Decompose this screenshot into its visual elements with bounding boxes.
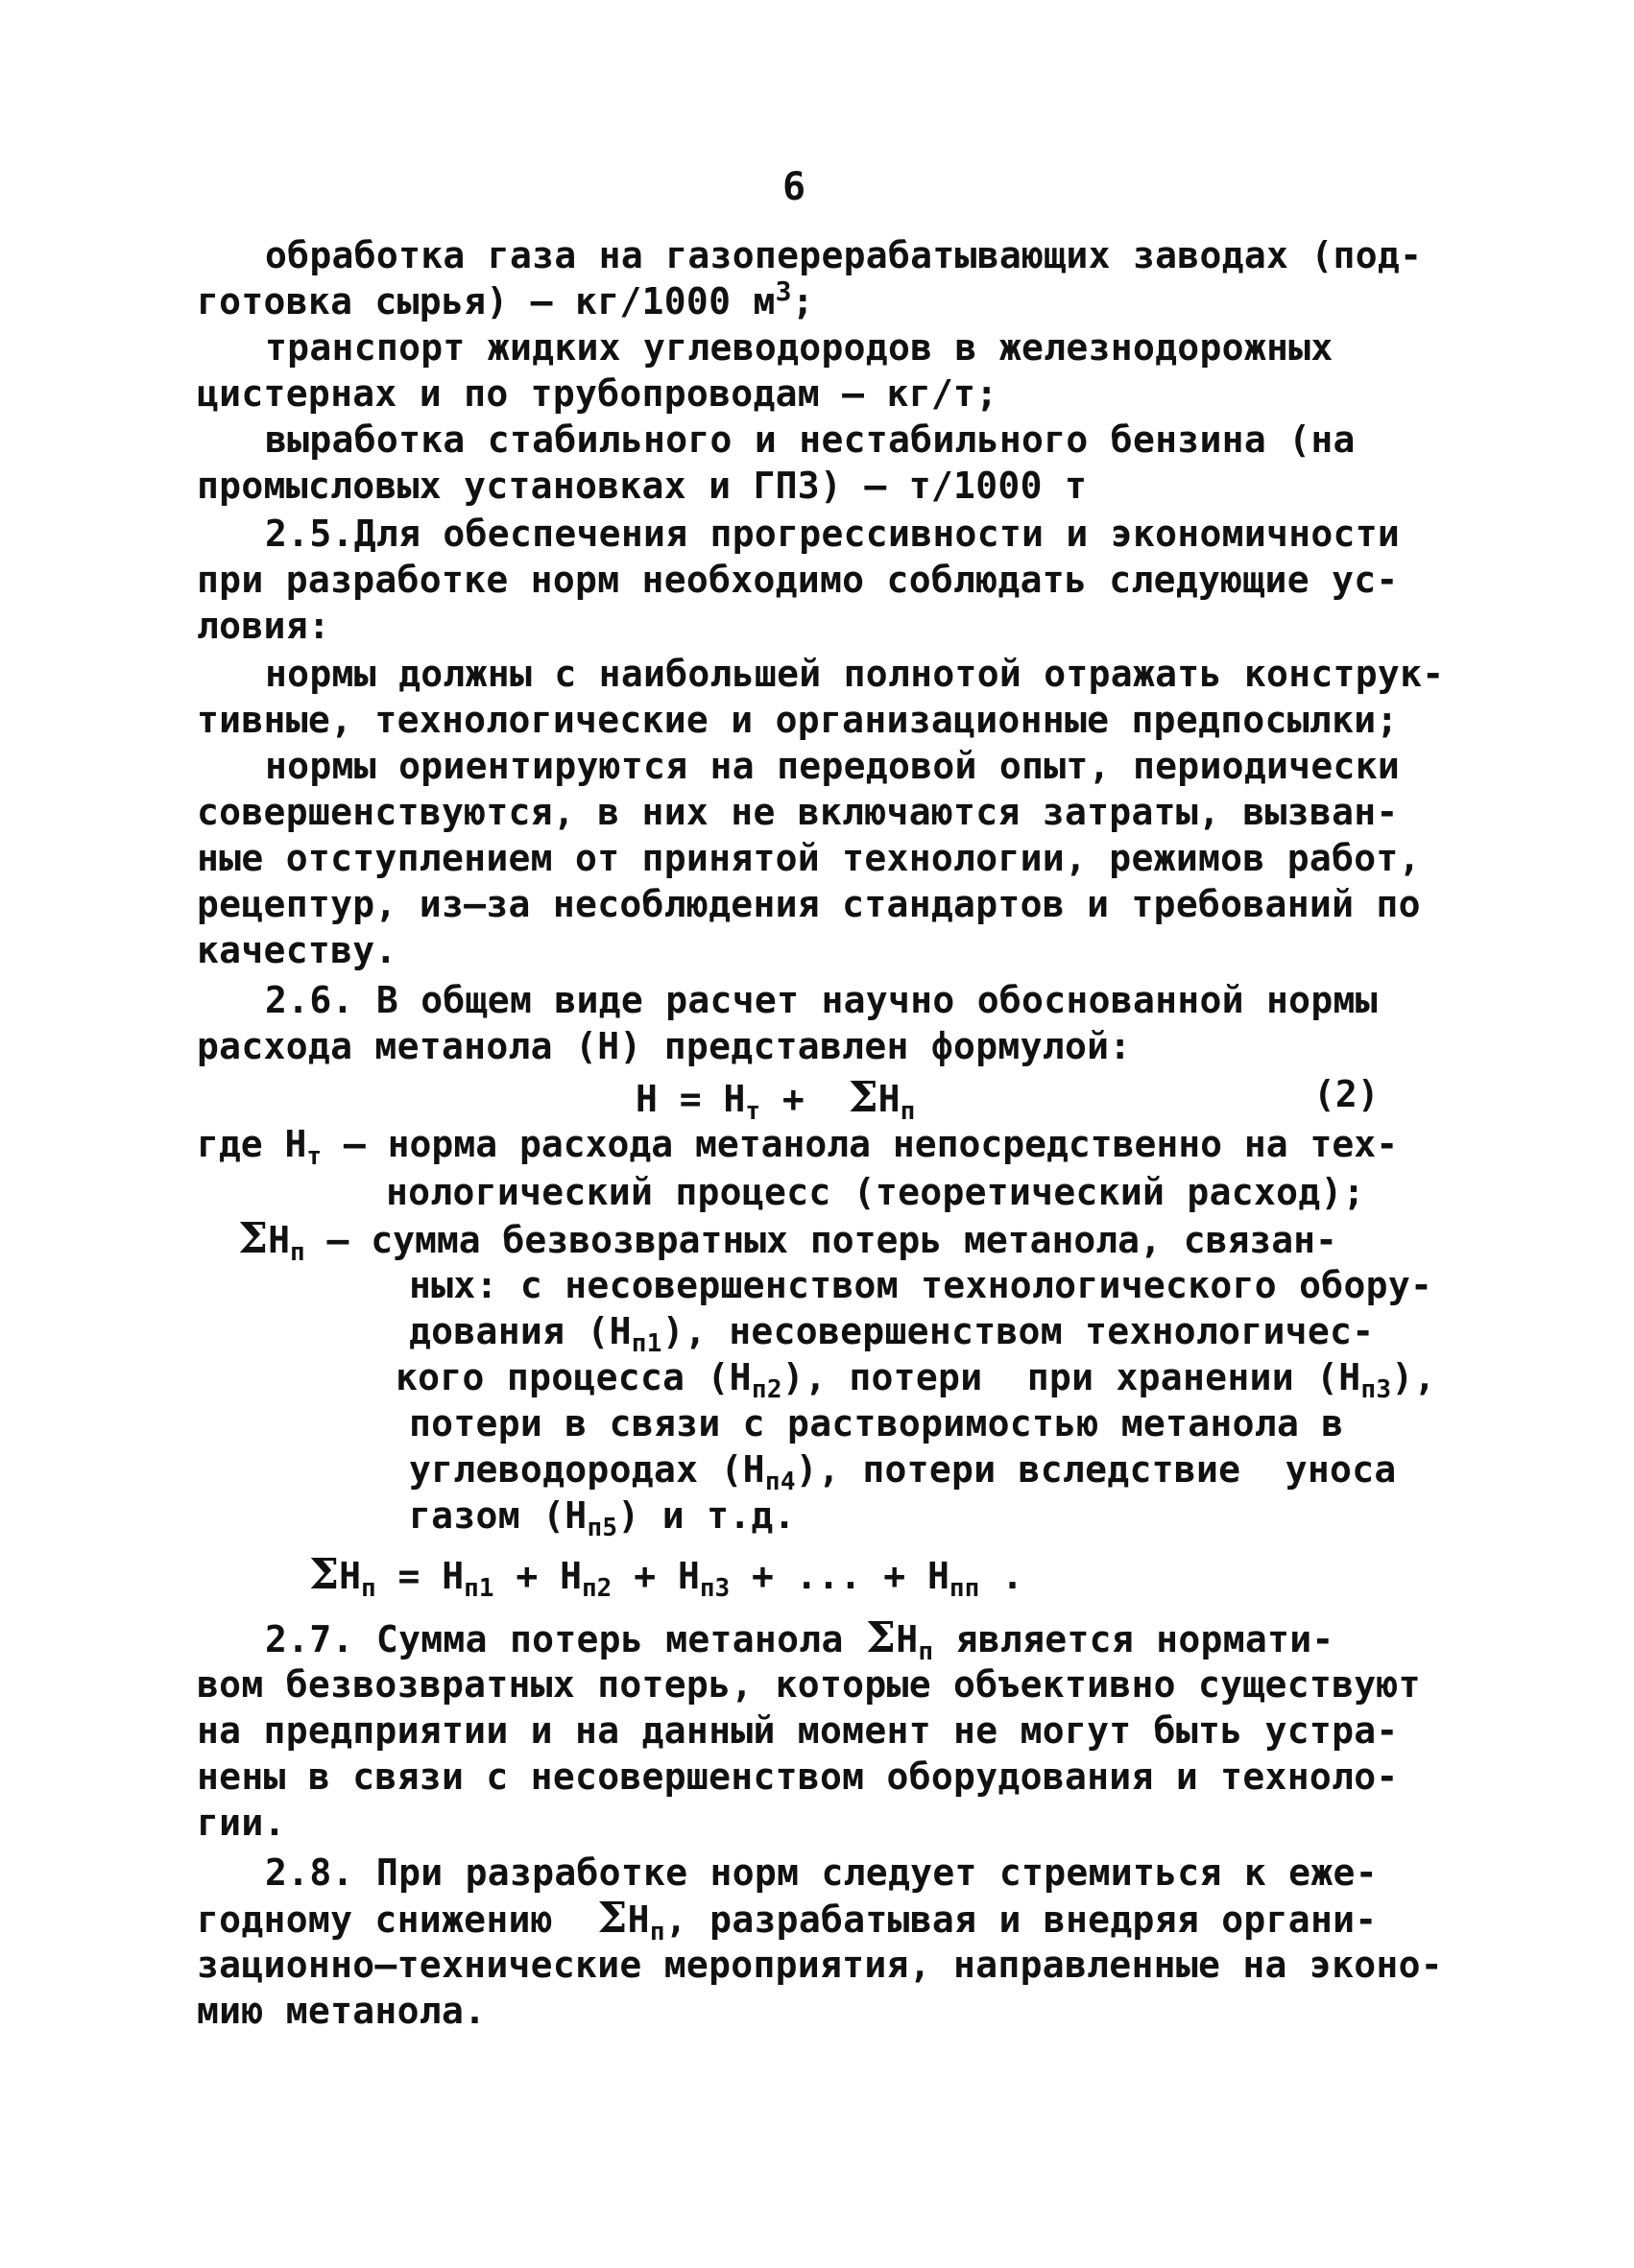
- text-line: потери в связи с растворимостью метанола в: [409, 1402, 1344, 1444]
- text-line: при разработке норм необходимо соблюдать следующие ус-: [197, 559, 1399, 601]
- text-line: нормы должны с наибольшей полнотой отражать конструк-: [265, 653, 1445, 695]
- section-2-6: 2.6. В общем виде расчет научно обоснованной нормы: [265, 979, 1378, 1021]
- text-line: рецептур, из–за несоблюдения стандартов и требований по: [197, 883, 1421, 925]
- text-line: обработка газа на газоперерабатывающих заводах (под-: [265, 234, 1423, 276]
- text-line: промысловых установках и ГПЗ) – т/1000 т: [197, 465, 1088, 507]
- page-number: 6: [782, 165, 806, 209]
- text-line: углеводородах $(Н_{п4})$, потери вследствие уноса: [409, 1448, 1397, 1496]
- text-line: ловия:: [197, 605, 331, 647]
- text-line: готовка сырья) – кг/1000 $м^3$;: [197, 275, 814, 322]
- text-line: вом безвозвратных потерь, которые объективно существуют: [197, 1663, 1421, 1706]
- section-2-7: 2.7. Сумма потерь метанола $\Sigma Н_п$ является нормати-: [265, 1613, 1334, 1666]
- text-line: нологический процесс (теоретический расход);: [386, 1171, 1365, 1213]
- text-line: дования $(Н_{п1})$, несовершенством технологичес-: [409, 1310, 1375, 1358]
- text-line: нены в связи с несовершенством оборудования и техноло-: [197, 1755, 1399, 1798]
- text-line: годному снижению $\Sigma Н_п$, разрабатывая и внедряя органи-: [197, 1894, 1378, 1946]
- definition-nt: где $Н_т$ – норма расхода метанола непосредственно на тех-: [197, 1123, 1399, 1171]
- sum-formula: $\Sigma Н_п = Н_{п1} + Н_{п2} + Н_{п3}$ + ... + $Н_{пп}$ .: [309, 1550, 1023, 1603]
- text-line: ных: с несовершенством технологического обору-: [409, 1264, 1433, 1306]
- text-line: зационно–технические мероприятия, направленные на эконо-: [197, 1944, 1443, 1986]
- section-2-8: 2.8. При разработке норм следует стремиться к еже-: [265, 1851, 1378, 1894]
- definition-sum-np: $\Sigma Н_п$ – сумма безвозвратных потерь метанола, связан-: [238, 1214, 1337, 1267]
- text-line: газом $(Н_{п5})$ и т.д.: [409, 1494, 796, 1542]
- equation-number: (2): [1313, 1073, 1380, 1115]
- text-line: выработка стабильного и нестабильного бензина (на: [265, 418, 1356, 461]
- text-line: расхода метанола (Н) представлен формулой:: [197, 1025, 1132, 1067]
- text-line: нормы ориентируются на передовой опыт, периодически: [265, 745, 1401, 787]
- text-line: на предприятии и на данный момент не могут быть устра-: [197, 1709, 1399, 1752]
- text-line: цистернах и по трубопроводам – кг/т;: [197, 372, 998, 415]
- text-line: транспорт жидких углеводородов в железнодорожных: [265, 326, 1334, 369]
- text-line: гии.: [197, 1802, 286, 1844]
- text-line: ные отступлением от принятой технологии, режимов работ,: [197, 837, 1421, 879]
- text-line: тивные, технологические и организационные предпосылки;: [197, 699, 1399, 741]
- formula-2: $Н = Н_т + \Sigma Н_п$: [636, 1073, 916, 1126]
- section-2-5: 2.5.Для обеспечения прогрессивности и экономичности: [265, 513, 1401, 555]
- text-line: мию метанола.: [197, 1990, 487, 2032]
- text-line: качеству.: [197, 929, 397, 971]
- text-line: кого процесса $(Н_{п2})$, потери при хранении $(Н_{п3})$,: [396, 1356, 1436, 1404]
- text-line: совершенствуются, в них не включаются затраты, вызван-: [197, 791, 1399, 833]
